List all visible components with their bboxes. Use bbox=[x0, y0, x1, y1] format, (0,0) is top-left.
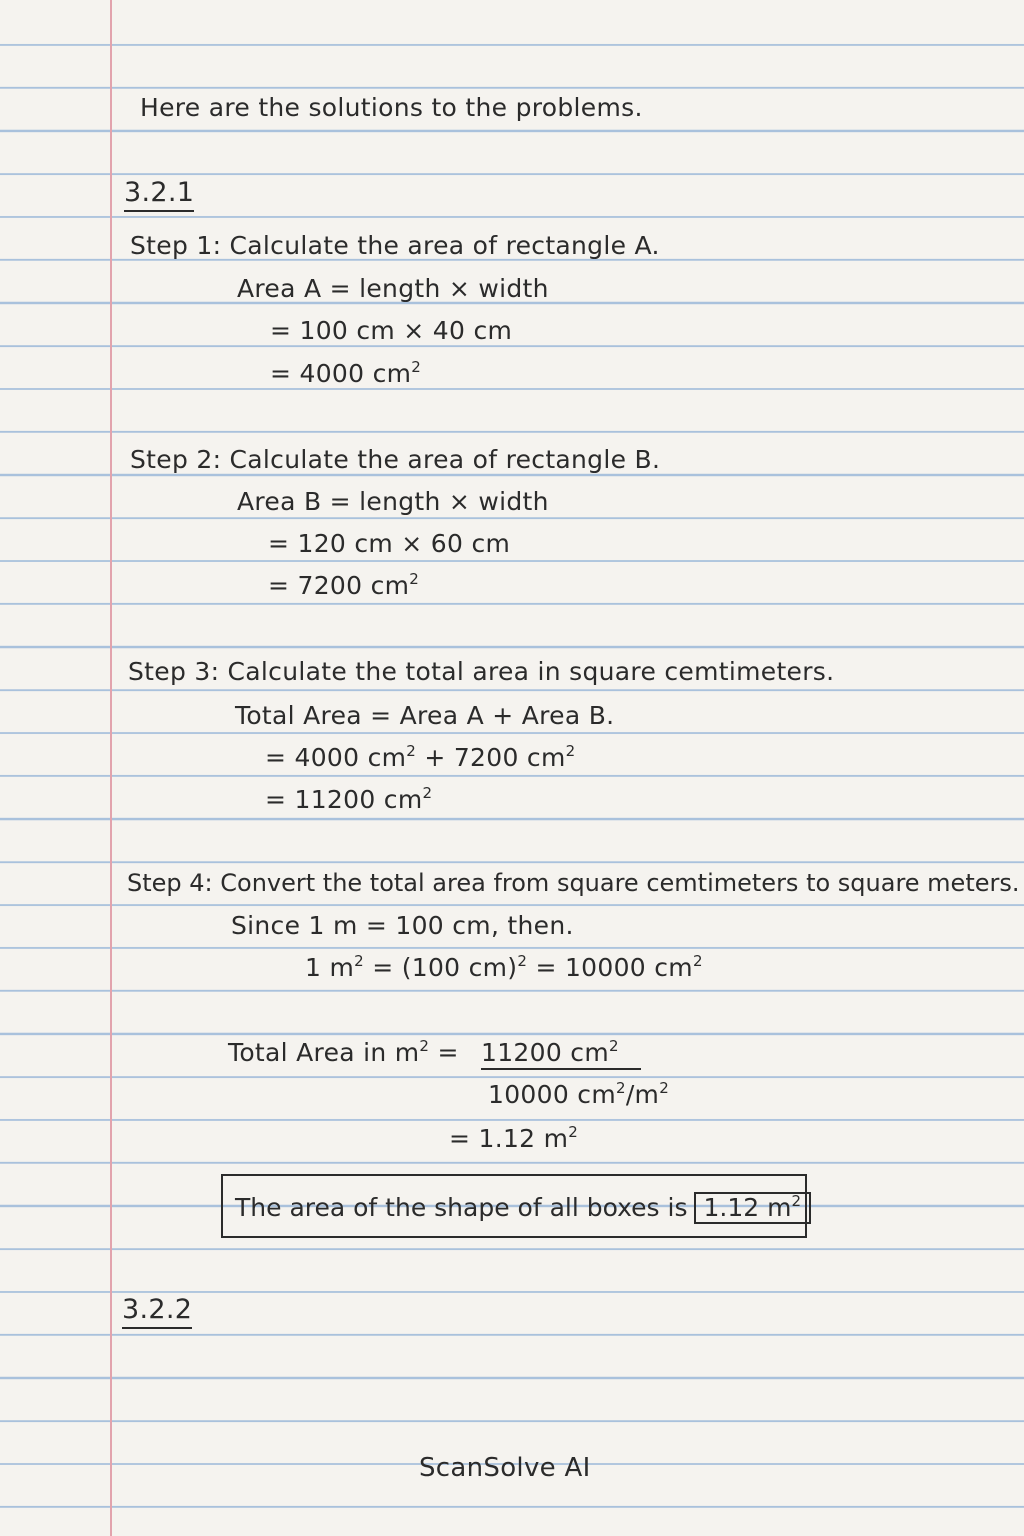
fraction-denominator: 10000 $cm^2/m^2$ bbox=[488, 1079, 670, 1109]
section-heading-3-2-2: 3.2.2 bbox=[122, 1295, 192, 1329]
answer-value-box: 1.12 $m^2$ bbox=[694, 1192, 812, 1224]
step2-substitution: = 120 cm × 60 cm bbox=[268, 529, 511, 558]
step1-result: = 4000 $cm^2$ bbox=[270, 358, 422, 388]
step3-result: = 11200 $cm^2$ bbox=[265, 784, 433, 814]
step3-formula: Total Area = Area A + Area B. bbox=[235, 701, 615, 730]
fraction-numerator: 11200 $cm^2$ bbox=[481, 1038, 641, 1070]
step4-result: = 1.12 $m^2$ bbox=[449, 1123, 579, 1153]
step2-formula: Area B = length × width bbox=[237, 487, 549, 516]
intro-text: Here are the solutions to the problems. bbox=[140, 93, 643, 122]
total-area-label: Total Area in $m^2$ = bbox=[228, 1037, 459, 1067]
section-heading-3-2-1: 3.2.1 bbox=[124, 178, 194, 212]
step4-squared-conversion: 1 $m^2 = (100$ cm)$^2$ = 10000 $cm^2$ bbox=[305, 952, 703, 982]
step1-title: Step 1: Calculate the area of rectangle A. bbox=[130, 231, 660, 260]
step3-substitution: = 4000 $cm^2 + 7200$ $cm^2$ bbox=[265, 742, 576, 772]
footer-brand: ScanSolve AI bbox=[419, 1453, 591, 1483]
answer-statement: The area of the shape of all boxes is 1.12 $m^2$ bbox=[235, 1192, 811, 1224]
margin-line bbox=[110, 0, 112, 1536]
step3-title: Step 3: Calculate the total area in square cemtimeters. bbox=[128, 657, 835, 686]
step1-formula: Area A = length × width bbox=[237, 274, 549, 303]
step4-title: Step 4: Convert the total area from square cemtimeters to square meters. bbox=[127, 869, 1020, 897]
step4-conversion: Since 1 m = 100 cm, then. bbox=[231, 911, 574, 940]
answer-box bbox=[221, 1174, 807, 1238]
step2-result: = 7200 $cm^2$ bbox=[268, 570, 420, 600]
step1-substitution: = 100 cm × 40 cm bbox=[270, 316, 513, 345]
step2-title: Step 2: Calculate the area of rectangle B. bbox=[130, 445, 661, 474]
